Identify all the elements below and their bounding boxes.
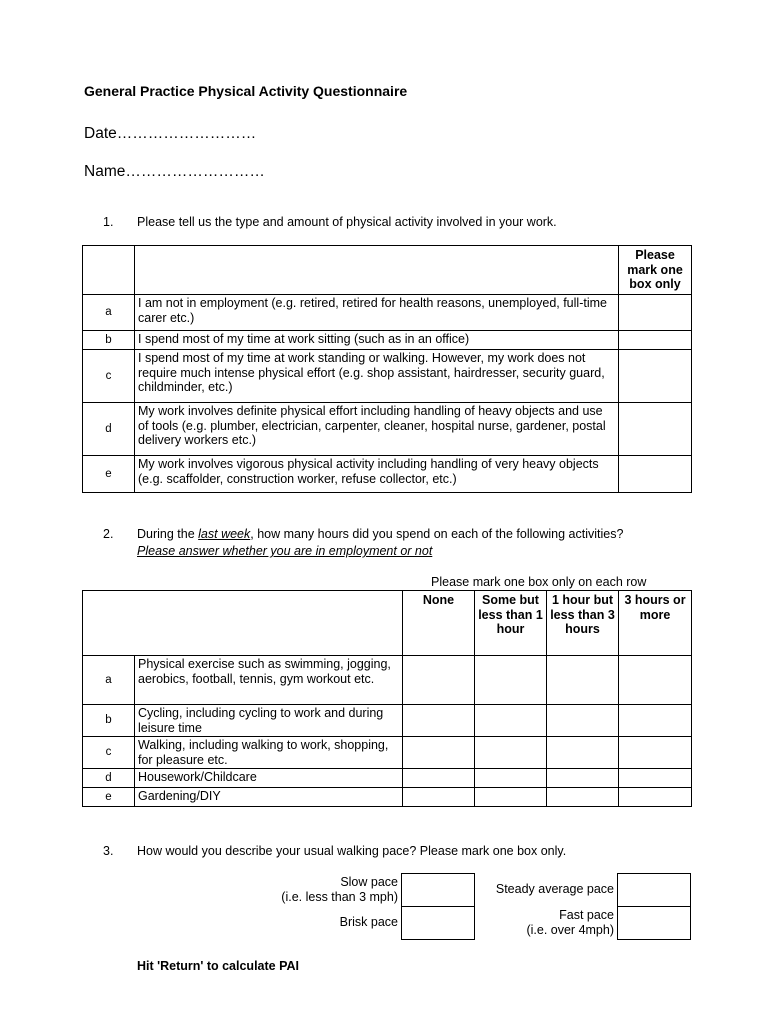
q2-text <box>137 526 623 542</box>
row-letter: d <box>83 403 135 456</box>
q2-col-none: None <box>403 591 475 656</box>
row-letter: b <box>83 331 135 350</box>
q1-header-blank <box>135 246 619 295</box>
table-row <box>83 705 692 737</box>
q3-text: How would you describe your usual walking pace? Please mark one box only. <box>137 844 567 858</box>
steady-pace-box[interactable] <box>617 873 691 907</box>
q2-box-a-1-3[interactable] <box>547 656 619 705</box>
q1-answer-box-c[interactable] <box>619 350 692 403</box>
q2-box-d-3plus[interactable] <box>619 769 692 788</box>
q1-text: Please tell us the type and amount of physical activity involved in your work. <box>137 215 557 229</box>
q2-text-after: , how many hours did you spend on each of the following activities? <box>250 527 624 541</box>
table-row <box>83 769 692 788</box>
slow-pace-line2: (i.e. less than 3 mph) <box>281 889 398 904</box>
table-row <box>83 737 692 769</box>
row-text: Housework/Childcare <box>135 769 403 788</box>
q1-header-mark: Please mark one box only <box>619 246 692 295</box>
fast-pace-line2: (i.e. over 4mph) <box>526 922 614 937</box>
q2-box-c-some[interactable] <box>475 737 547 769</box>
q1-header-row <box>83 246 692 295</box>
table-row <box>83 656 692 705</box>
q1-number: 1. <box>103 215 114 229</box>
q2-box-a-3plus[interactable] <box>619 656 692 705</box>
row-text: Cycling, including cycling to work and during leisure time <box>135 705 403 737</box>
row-letter: d <box>83 769 135 788</box>
name-field[interactable]: Name……………………… <box>84 163 265 180</box>
q2-text-before: During the <box>137 527 199 541</box>
q1-header-blank <box>83 246 135 295</box>
q2-box-b-3plus[interactable] <box>619 705 692 737</box>
table-row <box>83 295 692 331</box>
q1-table <box>82 245 692 493</box>
table-row <box>83 350 692 403</box>
q2-box-d-some[interactable] <box>475 769 547 788</box>
q1-answer-box-e[interactable] <box>619 456 692 493</box>
q2-col-3plus: 3 hours or more <box>619 591 692 656</box>
fast-pace-line1: Fast pace <box>559 908 614 922</box>
q2-header-row <box>83 591 692 656</box>
row-text: I spend most of my time at work standing or walking. However, my work does not require much intense physical effort (e.g. shop assistant, hairdresser, security guard, childminder, etc.) <box>135 350 619 403</box>
q2-box-c-none[interactable] <box>403 737 475 769</box>
q2-box-c-1-3[interactable] <box>547 737 619 769</box>
q2-instruction: Please mark one box only on each row <box>431 575 647 589</box>
row-letter: b <box>83 705 135 737</box>
row-text: My work involves vigorous physical activity including handling of very heavy objects (e.g. scaffolder, construction worker, refuse collector, etc.) <box>135 456 619 493</box>
q1-answer-box-a[interactable] <box>619 295 692 331</box>
q2-box-b-some[interactable] <box>475 705 547 737</box>
q2-text-emphasis: last week <box>198 527 251 541</box>
q2-box-c-3plus[interactable] <box>619 737 692 769</box>
q2-box-e-some[interactable] <box>475 788 547 807</box>
q2-box-a-none[interactable] <box>403 656 475 705</box>
q1-answer-box-d[interactable] <box>619 403 692 456</box>
q2-box-e-1-3[interactable] <box>547 788 619 807</box>
row-letter: c <box>83 350 135 403</box>
slow-pace-label <box>240 875 398 904</box>
q2-header-blank <box>83 591 403 656</box>
row-text: I spend most of my time at work sitting (such as in an office) <box>135 331 619 350</box>
fast-pace-box[interactable] <box>617 906 691 940</box>
steady-pace-label: Steady average pace <box>495 882 614 896</box>
q2-box-b-none[interactable] <box>403 705 475 737</box>
row-letter: a <box>83 295 135 331</box>
q2-subtext: Please answer whether you are in employment or not <box>137 544 433 558</box>
date-field[interactable]: Date……………………… <box>84 125 257 142</box>
row-letter: a <box>83 656 135 705</box>
row-letter: e <box>83 456 135 493</box>
q2-box-d-none[interactable] <box>403 769 475 788</box>
q2-box-d-1-3[interactable] <box>547 769 619 788</box>
q2-box-e-3plus[interactable] <box>619 788 692 807</box>
fast-pace-label <box>470 908 614 937</box>
table-row <box>83 331 692 350</box>
page-title: General Practice Physical Activity Questionnaire <box>84 83 408 99</box>
table-row <box>83 456 692 493</box>
row-text: I am not in employment (e.g. retired, retired for health reasons, unemployed, full-time carer etc.) <box>135 295 619 331</box>
row-text: Physical exercise such as swimming, jogging, aerobics, football, tennis, gym workout etc. <box>135 656 403 705</box>
table-row <box>83 403 692 456</box>
q2-box-a-some[interactable] <box>475 656 547 705</box>
row-letter: e <box>83 788 135 807</box>
slow-pace-line1: Slow pace <box>340 875 398 889</box>
slow-pace-box[interactable] <box>401 873 475 907</box>
row-text: Gardening/DIY <box>135 788 403 807</box>
q2-box-e-none[interactable] <box>403 788 475 807</box>
q3-number: 3. <box>103 844 114 858</box>
table-row <box>83 788 692 807</box>
q1-answer-box-b[interactable] <box>619 331 692 350</box>
q2-box-b-1-3[interactable] <box>547 705 619 737</box>
row-text: My work involves definite physical effort including handling of heavy objects and use of tools (e.g. plumber, electrician, carpenter, cleaner, hospital nurse, gardener, postal delivery workers etc.) <box>135 403 619 456</box>
q2-number: 2. <box>103 527 114 541</box>
q2-col-some: Some but less than 1 hour <box>475 591 547 656</box>
brisk-pace-box[interactable] <box>401 906 475 940</box>
q2-col-1-3: 1 hour but less than 3 hours <box>547 591 619 656</box>
row-text: Walking, including walking to work, shopping, for pleasure etc. <box>135 737 403 769</box>
calculate-pai-hint: Hit 'Return' to calculate PAI <box>137 959 299 973</box>
q2-table <box>82 590 692 807</box>
brisk-pace-label: Brisk pace <box>339 915 398 929</box>
row-letter: c <box>83 737 135 769</box>
